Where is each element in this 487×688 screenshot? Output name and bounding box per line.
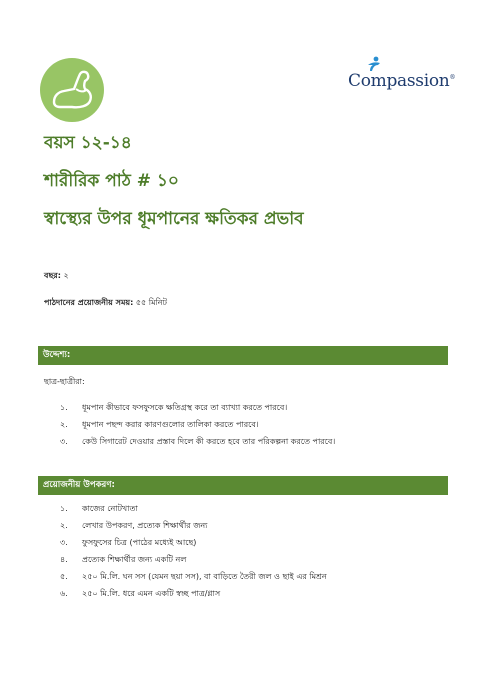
- materials-heading: প্রয়োজনীয় উপকরণ:: [38, 476, 448, 495]
- year-value: ২: [63, 271, 69, 280]
- year-line: [44, 270, 69, 283]
- age-range: বয়স ১২-১৪: [44, 133, 132, 153]
- time-line: [44, 297, 167, 310]
- lesson-number: শারীরিক পাঠ # ১০: [44, 171, 179, 191]
- objectives-heading: উদ্দেশ্য:: [38, 346, 448, 365]
- time-value: ৫৫ মিনিট: [135, 298, 167, 307]
- logo-wordmark: Compassion®: [348, 71, 456, 91]
- lesson-category-badge: [40, 58, 104, 122]
- year-label: বছর:: [44, 271, 61, 280]
- objectives-intro: ছাত্র-ছাত্রীরা:: [44, 377, 85, 386]
- compassion-logo: [348, 56, 456, 96]
- flexed-arm-icon: [40, 58, 104, 122]
- time-label: পাঠদানের প্রয়োজনীয় সময়:: [44, 298, 134, 307]
- page-title: স্বাস্থ্যের উপর ধূমপানের ক্ষতিকর প্রভাব: [44, 209, 304, 229]
